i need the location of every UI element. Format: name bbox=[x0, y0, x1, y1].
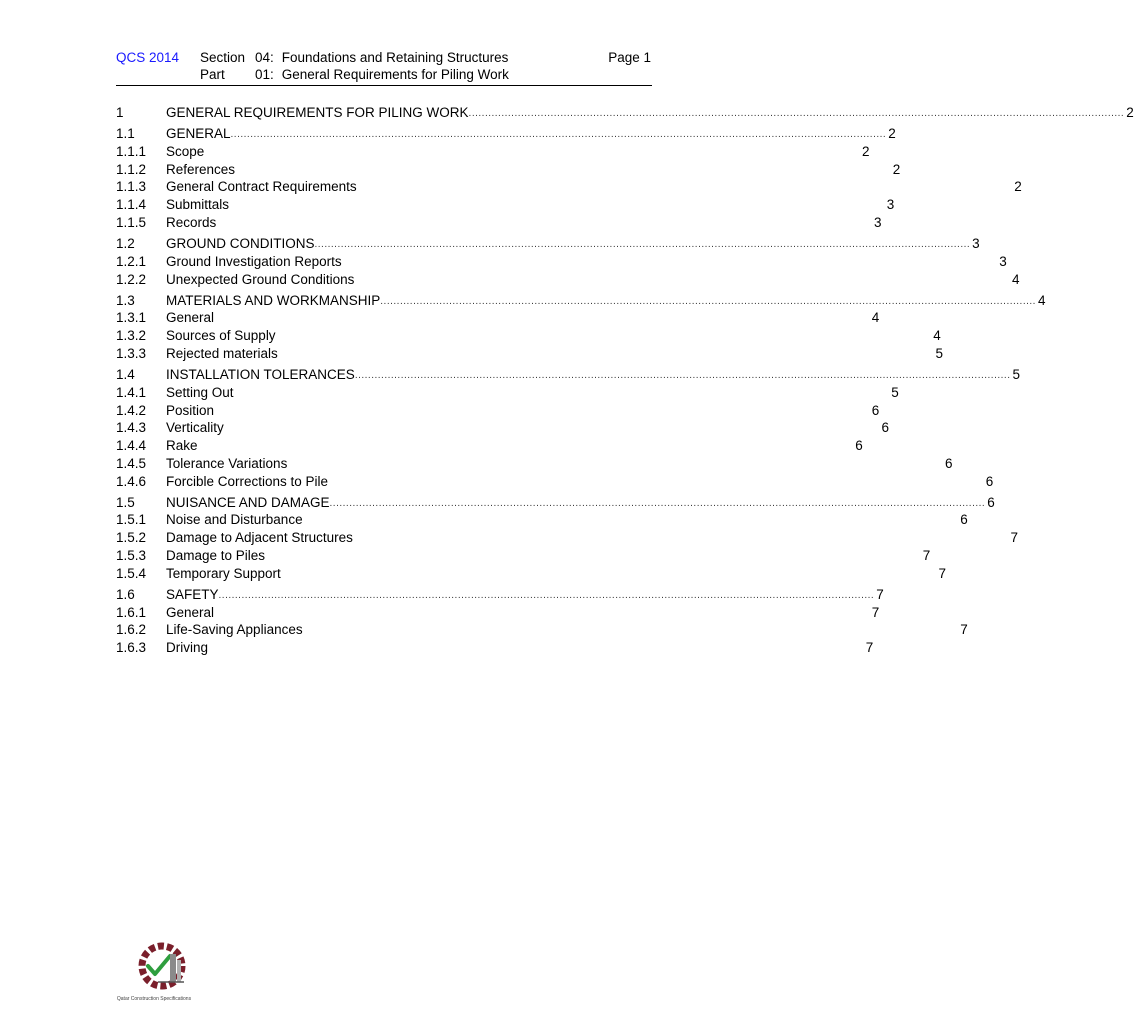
toc-entry-number: 1.5.3 bbox=[116, 548, 147, 564]
toc-entry-number: 1.4.4 bbox=[116, 438, 147, 454]
toc-entry-title: Records bbox=[166, 214, 217, 230]
toc-entry-page: 7 bbox=[871, 604, 880, 620]
toc-entry-title: Rake bbox=[166, 438, 198, 454]
toc-entry-page: 4 bbox=[933, 328, 941, 344]
toc-entry-number: 1.4 bbox=[116, 366, 135, 382]
toc-entry-page: 7 bbox=[960, 622, 968, 638]
section-key: Section bbox=[200, 50, 246, 65]
toc-entry-title: MATERIALS AND WORKMANSHIP bbox=[166, 292, 381, 308]
standard-label: QCS 2014 bbox=[116, 50, 180, 65]
part-key: Part bbox=[200, 67, 225, 82]
toc-entry-page: 6 bbox=[871, 402, 880, 418]
toc-entry-page: 3 bbox=[873, 214, 882, 230]
toc-entry[interactable] bbox=[116, 125, 896, 143]
toc-entry-number: 1.1.5 bbox=[116, 214, 147, 230]
part-line bbox=[200, 67, 509, 82]
toc-entry-title: Driving bbox=[166, 640, 209, 656]
toc-entry-page: 2 bbox=[861, 143, 870, 159]
toc-entry-page: 6 bbox=[960, 512, 968, 528]
toc-entry-number: 1.5.2 bbox=[116, 530, 147, 546]
toc-entry-number: 1.4.3 bbox=[116, 420, 147, 436]
toc-entry[interactable] bbox=[116, 309, 880, 327]
toc-entry[interactable] bbox=[116, 419, 889, 437]
toc-dot-leader: ........................................................................................................................................................................................................ bbox=[380, 295, 1036, 307]
toc-entry-page: 7 bbox=[922, 548, 931, 564]
toc-dot-leader: ........................................................................................................................................................................................................ bbox=[468, 108, 1125, 119]
toc-entry[interactable] bbox=[116, 621, 968, 639]
toc-entry[interactable] bbox=[116, 178, 1022, 196]
toc-entry-page: 3 bbox=[886, 197, 895, 213]
toc-entry-page: 4 bbox=[871, 310, 880, 326]
toc-entry-page: 2 bbox=[888, 125, 896, 141]
toc-entry-page: 5 bbox=[1012, 366, 1020, 382]
toc-entry-number: 1.1 bbox=[116, 125, 135, 141]
toc-dot-leader: ........................................................................................................................................................................................................ bbox=[314, 238, 971, 250]
page-header bbox=[116, 49, 652, 86]
toc-entry-title: Damage to Piles bbox=[166, 548, 266, 564]
toc-entry-title: Verticality bbox=[166, 420, 224, 436]
toc-entry[interactable] bbox=[116, 437, 863, 455]
toc-entry[interactable] bbox=[116, 292, 1046, 310]
toc-entry-number: 1.2 bbox=[116, 235, 135, 251]
toc-entry-title: Life-Saving Appliances bbox=[166, 622, 303, 638]
toc-entry-page: 6 bbox=[945, 455, 953, 471]
toc-entry[interactable] bbox=[116, 104, 1134, 122]
toc-entry-number: 1.4.1 bbox=[116, 384, 147, 400]
toc-entry-title: Ground Investigation Reports bbox=[166, 253, 342, 269]
toc-entry-number: 1.2.2 bbox=[116, 271, 147, 287]
toc-entry-number: 1.3.2 bbox=[116, 328, 147, 344]
toc-dot-leader: ........................................................................................................................................................................................................ bbox=[354, 369, 1011, 381]
toc-entry-title: GENERAL REQUIREMENTS FOR PILING WORK bbox=[166, 105, 469, 120]
toc-entry-page: 6 bbox=[985, 473, 994, 489]
toc-entry-page: 6 bbox=[855, 438, 863, 454]
toc-entry[interactable] bbox=[116, 586, 884, 604]
toc-entry[interactable] bbox=[116, 455, 953, 473]
toc-entry[interactable] bbox=[116, 271, 1020, 289]
toc-entry-title: NUISANCE AND DAMAGE bbox=[166, 494, 330, 510]
toc-entry-number: 1.1.2 bbox=[116, 161, 147, 177]
toc-entry[interactable] bbox=[116, 639, 874, 657]
toc-entry-page: 2 bbox=[892, 161, 901, 177]
toc-entry-number: 1.6.3 bbox=[116, 640, 147, 656]
toc-entry-title: GENERAL bbox=[166, 125, 231, 141]
toc-entry-page: 6 bbox=[987, 494, 995, 510]
toc-entry-number: 1.4.6 bbox=[116, 473, 147, 489]
toc-entry-number: 1.5 bbox=[116, 494, 135, 510]
page-number: Page 1 bbox=[608, 50, 651, 65]
toc-entry-title: INSTALLATION TOLERANCES bbox=[166, 366, 355, 382]
toc-entry-page: 7 bbox=[1010, 530, 1019, 546]
part-number: 01: bbox=[255, 67, 274, 82]
toc-entry-page: 4 bbox=[1037, 292, 1046, 308]
toc-entry[interactable] bbox=[116, 235, 980, 253]
toc-entry-number: 1 bbox=[116, 105, 124, 120]
toc-entry-number: 1.1.1 bbox=[116, 143, 147, 159]
toc-entry[interactable] bbox=[116, 511, 968, 529]
toc-entry-page: 6 bbox=[881, 420, 889, 436]
toc-entry-number: 1.5.1 bbox=[116, 512, 147, 528]
toc-entry-page: 5 bbox=[891, 384, 899, 400]
table-of-contents bbox=[116, 104, 1134, 657]
toc-entry-title: Noise and Disturbance bbox=[166, 512, 303, 528]
toc-entry-number: 1.1.4 bbox=[116, 197, 147, 213]
toc-entry[interactable] bbox=[116, 143, 870, 161]
toc-entry-page: 2 bbox=[1014, 179, 1022, 195]
toc-entry[interactable] bbox=[116, 327, 941, 345]
toc-entry-page: 3 bbox=[999, 253, 1007, 269]
toc-entry[interactable] bbox=[116, 366, 1020, 384]
toc-entry-number: 1.4.2 bbox=[116, 402, 147, 418]
section-title: Foundations and Retaining Structures bbox=[281, 50, 509, 65]
toc-entry-title: Unexpected Ground Conditions bbox=[166, 271, 355, 287]
toc-entry[interactable] bbox=[116, 345, 943, 363]
toc-entry[interactable] bbox=[116, 565, 946, 583]
toc-entry-number: 1.3.1 bbox=[116, 310, 147, 326]
toc-entry[interactable] bbox=[116, 384, 899, 402]
toc-entry-title: Setting Out bbox=[166, 384, 234, 400]
toc-entry[interactable] bbox=[116, 402, 880, 420]
toc-dot-leader: ........................................................................................................................................................................................................ bbox=[329, 497, 986, 509]
toc-entry-title: Damage to Adjacent Structures bbox=[166, 530, 353, 546]
toc-entry-title: Scope bbox=[166, 143, 205, 159]
toc-entry-title: References bbox=[166, 161, 236, 177]
toc-entry[interactable] bbox=[116, 494, 995, 512]
toc-entry-title: General Contract Requirements bbox=[166, 179, 357, 195]
toc-entry-page: 5 bbox=[935, 345, 943, 361]
toc-entry[interactable] bbox=[116, 161, 901, 179]
toc-entry-number: 1.2.1 bbox=[116, 253, 147, 269]
section-line bbox=[200, 50, 508, 65]
toc-entry-page: 3 bbox=[972, 235, 980, 251]
toc-entry-page: 7 bbox=[938, 565, 946, 581]
toc-entry[interactable] bbox=[116, 253, 1007, 271]
toc-entry-number: 1.6 bbox=[116, 586, 135, 602]
toc-entry-number: 1.6.2 bbox=[116, 622, 147, 638]
toc-entry-page: 2 bbox=[1126, 105, 1134, 120]
toc-entry[interactable] bbox=[116, 196, 895, 214]
toc-entry-page: 7 bbox=[865, 640, 874, 656]
toc-entry-number: 1.1.3 bbox=[116, 179, 147, 195]
toc-entry[interactable] bbox=[116, 529, 1019, 547]
toc-dot-leader: ........................................................................................................................................................................................................ bbox=[230, 128, 887, 140]
toc-entry-title: Submittals bbox=[166, 197, 230, 213]
toc-entry-page: 7 bbox=[876, 586, 884, 602]
part-title: General Requirements for Piling Work bbox=[281, 67, 509, 82]
toc-dot-leader: ........................................................................................................................................................................................................ bbox=[218, 589, 875, 601]
toc-entry-title: Position bbox=[166, 402, 215, 418]
toc-entry[interactable] bbox=[116, 547, 931, 565]
logo-caption: Qatar Construction Specifications bbox=[116, 996, 192, 1002]
section-number: 04: bbox=[255, 50, 274, 65]
toc-entry-title: General bbox=[166, 604, 215, 620]
toc-entry-title: Sources of Supply bbox=[166, 328, 276, 344]
toc-entry-title: SAFETY bbox=[166, 586, 219, 602]
toc-entry[interactable] bbox=[116, 214, 882, 232]
toc-entry-number: 1.4.5 bbox=[116, 455, 147, 471]
toc-entry-title: Forcible Corrections to Pile bbox=[166, 473, 329, 489]
toc-entry-page: 4 bbox=[1012, 271, 1020, 287]
toc-entry-title: Tolerance Variations bbox=[166, 455, 288, 471]
toc-entry-number: 1.5.4 bbox=[116, 565, 147, 581]
toc-entry-title: Temporary Support bbox=[166, 565, 281, 581]
toc-entry-title: General bbox=[166, 310, 215, 326]
toc-entry-number: 1.3 bbox=[116, 292, 135, 308]
toc-entry-title: Rejected materials bbox=[166, 345, 278, 361]
toc-entry[interactable] bbox=[116, 604, 880, 622]
toc-entry[interactable] bbox=[116, 473, 994, 491]
toc-entry-number: 1.3.3 bbox=[116, 345, 147, 361]
toc-entry-number: 1.6.1 bbox=[116, 604, 147, 620]
toc-entry-title: GROUND CONDITIONS bbox=[166, 235, 315, 251]
